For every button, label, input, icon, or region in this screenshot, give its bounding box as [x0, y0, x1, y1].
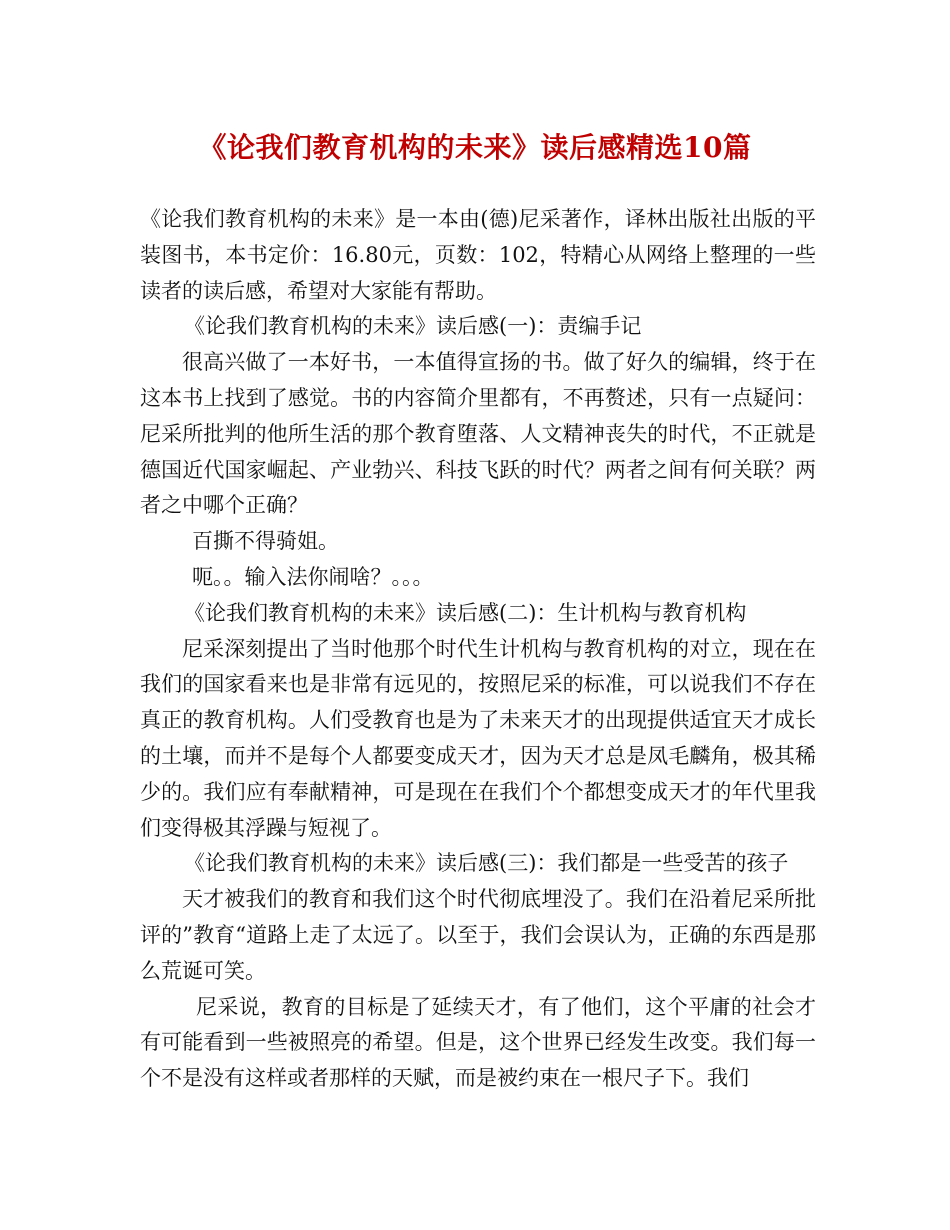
review-paragraph-1: 很高兴做了一本好书，一本值得宣扬的书。做了好久的编辑，终于在这本书上找到了感觉。书的内容简介里都有，不再赘述，只有一点疑问：尼采所批判的他所生活的那个教育堕落、人文精神丧失的时代，不正就是德国近代国家崛起、产业勃兴、科技飞跃的时代？两者之间有何关联？两者之中哪个正确？ [140, 350, 816, 518]
document-title: 《论我们教育机构的未来》读后感精选10篇 [198, 131, 752, 164]
review-heading-1: 《论我们教育机构的未来》读后感(一)：责编手记 [184, 314, 642, 339]
document-body [140, 202, 816, 1097]
intro-paragraph: 《论我们教育机构的未来》是一本由(德)尼采著作，译林出版社出版的平装图书，本书定价：16.80元，页数：102，特精心从网络上整理的一些读者的读后感，希望对大家能有帮助。 [140, 207, 816, 303]
review-paragraph-3a: 天才被我们的教育和我们这个时代彻底埋没了。我们在沿着尼采所批评的”教育“道路上走了太远了。以至于，我们会误认为，正确的东西是那么荒诞可笑。 [140, 887, 816, 983]
review-paragraph-3b: 尼采说，教育的目标是了延续天才，有了他们，这个平庸的社会才有可能看到一些被照亮的希望。但是，这个世界已经发生改变。我们每一个不是没有这样或者那样的天赋，而是被约束在一根尺子下。我们 [140, 994, 816, 1091]
review-heading-2: 《论我们教育机构的未来》读后感(二)：生计机构与教育机构 [184, 600, 747, 625]
review-line-1a: 百撕不得骑姐。 [192, 529, 339, 554]
review-paragraph-2: 尼采深刻提出了当时他那个时代生计机构与教育机构的对立，现在在我们的国家看来也是非常有远见的，按照尼采的标准，可以说我们不存在真正的教育机构。人们受教育也是为了未来天才的出现提供适宜天才成长的土壤，而并不是每个人都要变成天才，因为天才总是凤毛麟角，极其稀少的。我们应有奉献精神，可是现在在我们个个都想变成天才的年代里我们变得极其浮躁与短视了。 [140, 636, 816, 840]
review-line-1b: 呃。。输入法你闹啥？。。。 [192, 564, 434, 589]
review-heading-3: 《论我们教育机构的未来》读后感(三)：我们都是一些受苦的孩子 [184, 851, 789, 876]
